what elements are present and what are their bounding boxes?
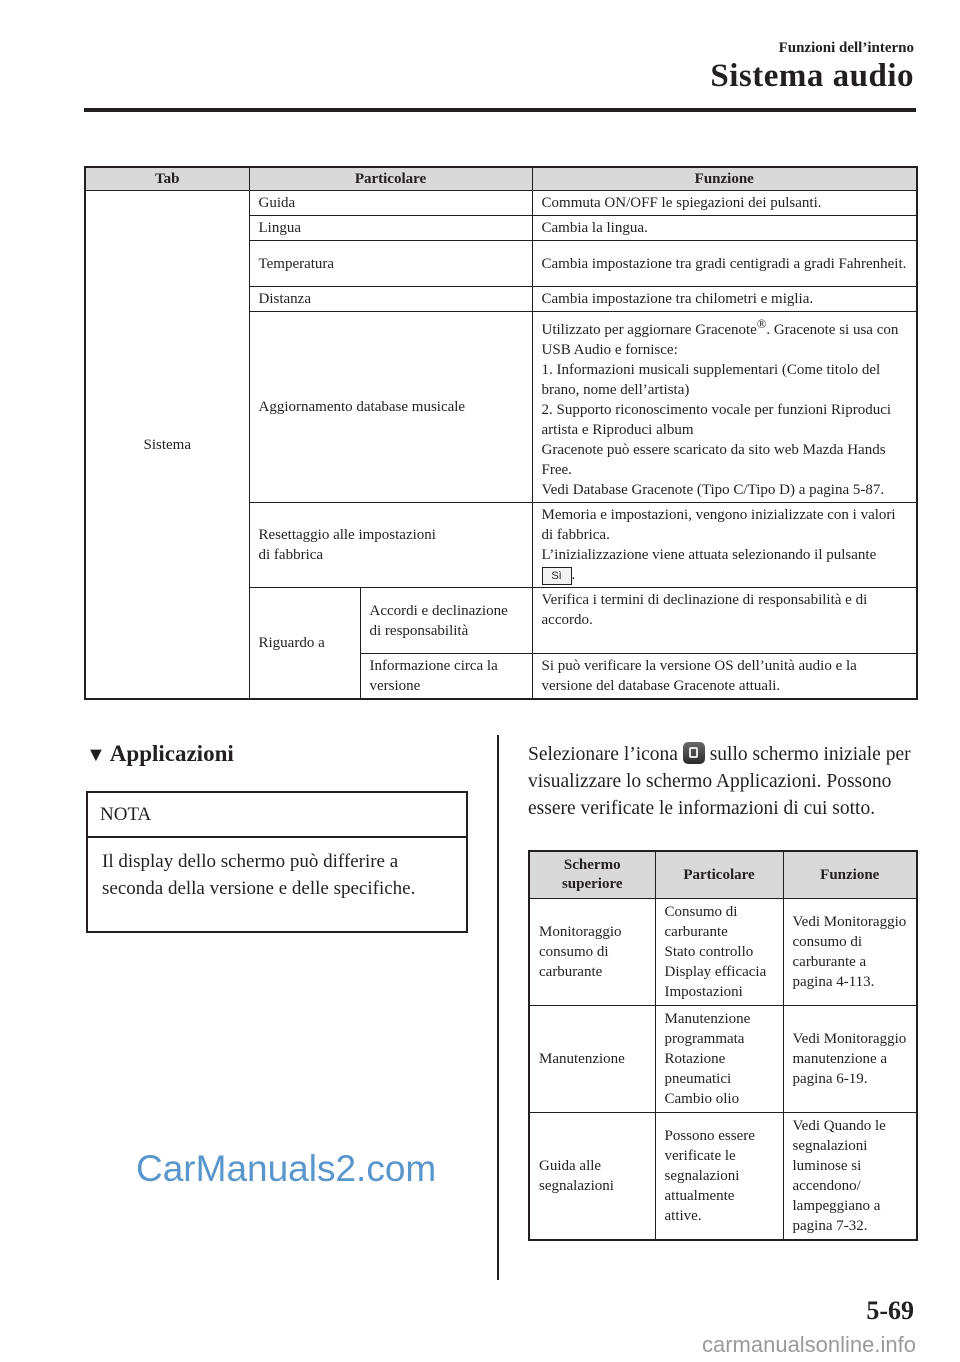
particolare-cell: Possono essere verificate le segnalazioni attualmente attive. bbox=[655, 1113, 783, 1241]
particolare-item: Display efficacia bbox=[664, 964, 767, 980]
particolare-cell: Lingua bbox=[249, 216, 532, 241]
column-divider bbox=[497, 735, 499, 1280]
particolare-cell bbox=[655, 899, 783, 1006]
si-button-icon: Sì bbox=[542, 567, 572, 585]
header-funzione: Funzione bbox=[532, 167, 917, 191]
particolare-cell bbox=[249, 503, 532, 588]
funzione-cell: Si può verificare la versione OS dell’unità audio e la versione del database Gracenote attuali. bbox=[532, 654, 917, 700]
riguardo-cell: Riguardo a bbox=[249, 588, 360, 700]
particolare-text: Resettaggio alle impostazioni bbox=[258, 527, 436, 543]
header-particolare: Particolare bbox=[249, 167, 532, 191]
note-text: Il display dello schermo può differire a seconda della versione e delle specifiche. bbox=[102, 851, 416, 899]
triangle-bullet-icon: ▼ bbox=[86, 744, 106, 766]
particolare-cell: Temperatura bbox=[249, 241, 532, 287]
particolare-cell: Guida bbox=[249, 191, 532, 216]
section-header: Funzioni dell’interno bbox=[778, 40, 914, 56]
funzione-cell: Vedi Quando le segnalazioni luminose si accendono/ lampeggiano a pagina 7-32. bbox=[783, 1113, 917, 1241]
funzione-text: . bbox=[571, 567, 576, 583]
funzione-cell: Cambia la lingua. bbox=[532, 216, 917, 241]
header-schermo: Schermo superiore bbox=[529, 851, 655, 899]
funzione-text: 1. Informazioni musicali supplementari (Come titolo del brano, nome dell’artista) bbox=[541, 362, 881, 398]
table-header-row bbox=[529, 851, 917, 899]
note-title: NOTA bbox=[88, 793, 466, 838]
intro-text: Selezionare l’icona bbox=[528, 744, 678, 765]
header-particolare: Particolare bbox=[655, 851, 783, 899]
registered-mark: ® bbox=[756, 317, 767, 331]
funzione-text: Utilizzato per aggiornare Gracenote bbox=[541, 322, 757, 338]
footer-site: carmanualsonline.info bbox=[701, 1332, 916, 1357]
particolare-cell: Aggiornamento database musicale bbox=[249, 312, 532, 503]
table-row bbox=[85, 191, 917, 216]
table-header-row bbox=[85, 167, 917, 191]
particolare-item: Consumo di carburante bbox=[664, 904, 738, 940]
funzione-cell bbox=[532, 312, 917, 503]
header-tab: Tab bbox=[85, 167, 249, 191]
header-funzione: Funzione bbox=[783, 851, 917, 899]
watermark: CarManuals2.com bbox=[136, 1148, 437, 1189]
table-row bbox=[529, 1113, 917, 1241]
funzione-text: Gracenote può essere scaricato da sito web Mazda Hands Free. bbox=[541, 442, 886, 478]
funzione-cell: Vedi Monitoraggio manutenzione a pagina 6-19. bbox=[783, 1006, 917, 1113]
funzione-cell: Commuta ON/OFF le spiegazioni dei pulsanti. bbox=[532, 191, 917, 216]
funzione-text: 2. Supporto riconoscimento vocale per funzioni Riproduci artista e Riproduci album bbox=[541, 402, 892, 438]
particolare-text: di fabbrica bbox=[258, 547, 324, 563]
particolare-item: Stato controllo bbox=[664, 944, 754, 960]
page-title: Sistema audio bbox=[710, 58, 914, 94]
tab-cell-sistema: Sistema bbox=[85, 191, 249, 700]
funzione-cell: Vedi Monitoraggio consumo di carburante a pagina 4-113. bbox=[783, 899, 917, 1006]
schermo-cell: Monitoraggio consumo di carburante bbox=[529, 899, 655, 1006]
schermo-cell: Manutenzione bbox=[529, 1006, 655, 1113]
funzione-text: Memoria e impostazioni, vengono inizializzate con i valori di fabbrica. bbox=[541, 507, 896, 543]
section-heading bbox=[86, 741, 234, 767]
table-row bbox=[529, 899, 917, 1006]
schermo-cell: Guida alle segnalazioni bbox=[529, 1113, 655, 1241]
funzione-cell bbox=[532, 503, 917, 588]
funzione-cell: Cambia impostazione tra gradi centigradi a gradi Fahrenheit. bbox=[532, 241, 917, 287]
particolare-cell bbox=[655, 1006, 783, 1113]
particolare-item: Impostazioni bbox=[664, 984, 743, 1000]
particolare-item: Manutenzione programmata bbox=[664, 1011, 751, 1047]
intro-text: sullo schermo iniziale per visualizzare lo schermo Applicazioni. Possono essere verificate le informazioni di cui sotto. bbox=[528, 744, 911, 819]
particolare-item: Cambio olio bbox=[664, 1091, 740, 1107]
riguardo-item-cell: Informazione circa la versione bbox=[360, 654, 532, 700]
particolare-item: Rotazione pneumatici bbox=[664, 1051, 732, 1087]
funzione-text: . Gracenote si usa con USB Audio e fornisce: bbox=[541, 322, 899, 358]
intro-paragraph bbox=[528, 741, 923, 822]
system-settings-table bbox=[84, 166, 918, 700]
page-number: 5-69 bbox=[866, 1296, 914, 1325]
note-box bbox=[86, 791, 468, 933]
funzione-text: Vedi Database Gracenote (Tipo C/Tipo D) a pagina 5-87. bbox=[541, 482, 885, 498]
applications-table bbox=[528, 850, 918, 1241]
funzione-text: L’inizializzazione viene attuata selezionando il pulsante bbox=[541, 547, 877, 563]
riguardo-item-cell: Accordi e declinazione di responsabilità bbox=[360, 588, 532, 654]
funzione-cell: Cambia impostazione tra chilometri e miglia. bbox=[532, 287, 917, 312]
particolare-cell: Distanza bbox=[249, 287, 532, 312]
section-heading-text: Applicazioni bbox=[109, 741, 234, 766]
applications-icon bbox=[683, 742, 705, 764]
table-row bbox=[529, 1006, 917, 1113]
header-rule bbox=[84, 108, 916, 112]
funzione-cell: Verifica i termini di declinazione di responsabilità e di accordo. bbox=[532, 588, 917, 654]
